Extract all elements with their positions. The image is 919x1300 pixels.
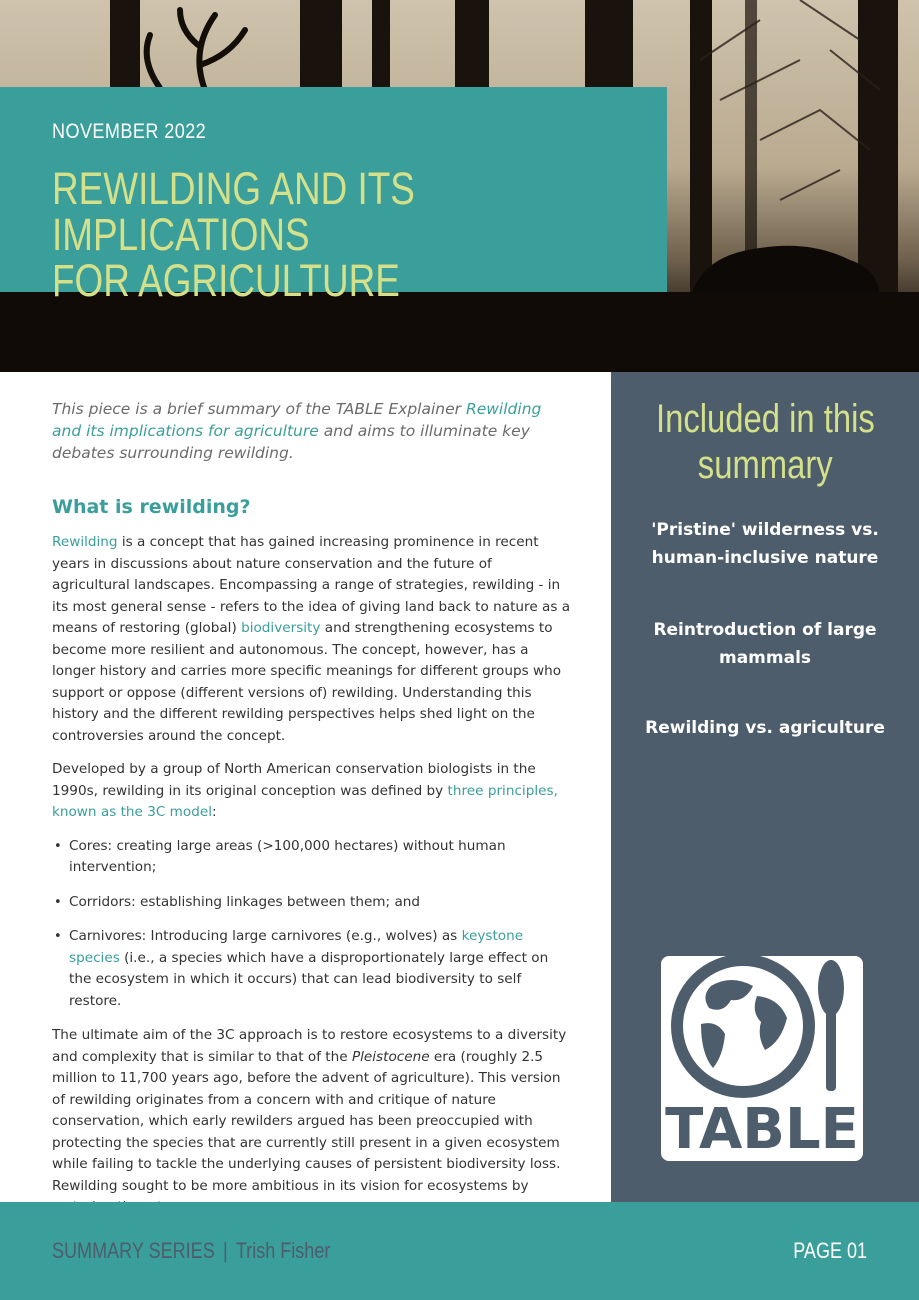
pleistocene-term: Pleistocene	[351, 1048, 430, 1065]
paragraph-text: and strengthening ecosystems to become more resilient and autonomous. The concept, however, has a longer history and carries more specific meanings for different groups who support or oppose (different versions of) rewilding. Understanding this history and the different rewilding perspectives helps shed light on the controversies around the concept.	[52, 620, 562, 744]
list-item-text: (i.e., a species which have a disproportionately large effect on the ecosystem in which it occurs) that can lead biodiversity to self restore.	[69, 949, 549, 1009]
main-column	[52, 398, 572, 1231]
list-item-text: Cores: creating large areas (>100,000 hectares) without human intervention;	[69, 837, 506, 875]
sidebar-heading-line-1: Included in this	[655, 397, 875, 441]
list-item	[52, 836, 572, 879]
paragraph-3	[52, 1025, 572, 1219]
paragraph-text: The ultimate aim of the 3C approach is to restore ecosystems to a diversity and complexity that is similar to that of the	[52, 1027, 567, 1065]
3c-model-list	[52, 836, 572, 1013]
three-principles-link[interactable]: three principles, known as the 3C model	[52, 782, 558, 820]
bullet-icon: •	[54, 929, 62, 944]
logo-text: TABLE	[665, 1097, 859, 1161]
publication-date: NOVEMBER 2022	[52, 120, 207, 143]
paragraph-1	[52, 532, 572, 747]
author-name: Trish Fisher	[235, 1238, 331, 1263]
paragraph-text: is a concept that has gained increasing prominence in recent years in discussions about nature conservation and the future of agricultural landscapes. Encompassing a range of strategies, rewilding - in its most general sense - refers to the idea of giving land back to nature as a means of restoring (global)	[52, 534, 571, 636]
list-item-text: Carnivores: Introducing large carnivores (e.g., wolves) as	[69, 928, 462, 944]
sidebar-heading-line-2: summary	[697, 443, 833, 487]
page-number: PAGE 01	[793, 1238, 867, 1263]
bullet-icon: •	[54, 838, 62, 854]
explainer-link[interactable]: Rewilding and its implications for agriculture	[52, 400, 542, 440]
spoon-icon	[818, 960, 844, 1016]
paragraph-text: era (roughly 2.5 million to 11,700 years ago, before the advent of agriculture). This version of rewilding originates from a concern with and critique of nature conservation, which early rewilders argued has been preoccupied with protecting the species that are currently still present in a given ecosystem while failing to tackle the underlying causes of persistent biodiversity loss. Rewilding sought to be more ambitious in its vision for ecosystems by	[52, 1048, 561, 1194]
intro-paragraph	[52, 398, 572, 464]
sidebar-item-large-mammals[interactable]: Reintroduction of large mammals	[653, 620, 877, 668]
table-logo	[661, 956, 863, 1161]
section-heading: What is rewilding?	[52, 496, 251, 518]
sidebar-item-wilderness[interactable]: 'Pristine' wilderness vs. human-inclusive nature	[651, 520, 879, 568]
paragraph-text: :	[212, 804, 217, 820]
footer-series	[52, 1238, 330, 1264]
list-item	[52, 926, 572, 1012]
intro-text: This piece is a brief summary of the TABLE Explainer	[52, 400, 466, 418]
paragraph-text: Developed by a group of North American conservation biologists in the 1990s, rewilding in its original conception was defined by	[52, 761, 536, 799]
paragraph-2	[52, 759, 572, 824]
rewilding-link[interactable]: Rewilding	[52, 534, 118, 550]
title-line-2: FOR AGRICULTURE	[52, 255, 400, 306]
page-title	[52, 163, 626, 306]
series-label: SUMMARY SERIES	[52, 1238, 215, 1263]
sidebar-heading	[611, 396, 919, 488]
sidebar-item-agriculture[interactable]: Rewilding vs. agriculture	[645, 718, 885, 738]
list-item-text: Corridors: establishing linkages between them; and	[69, 893, 421, 910]
biodiversity-link[interactable]: biodiversity	[241, 620, 321, 636]
intro-text-end: and aims to illuminate key debates surrounding rewilding.	[52, 422, 530, 462]
bullet-icon: •	[54, 894, 62, 910]
list-item	[52, 892, 572, 914]
title-line-1: REWILDING AND ITS IMPLICATIONS	[52, 163, 415, 260]
keystone-species-link[interactable]: keystone species	[69, 928, 524, 966]
footer-separator: |	[222, 1238, 228, 1263]
